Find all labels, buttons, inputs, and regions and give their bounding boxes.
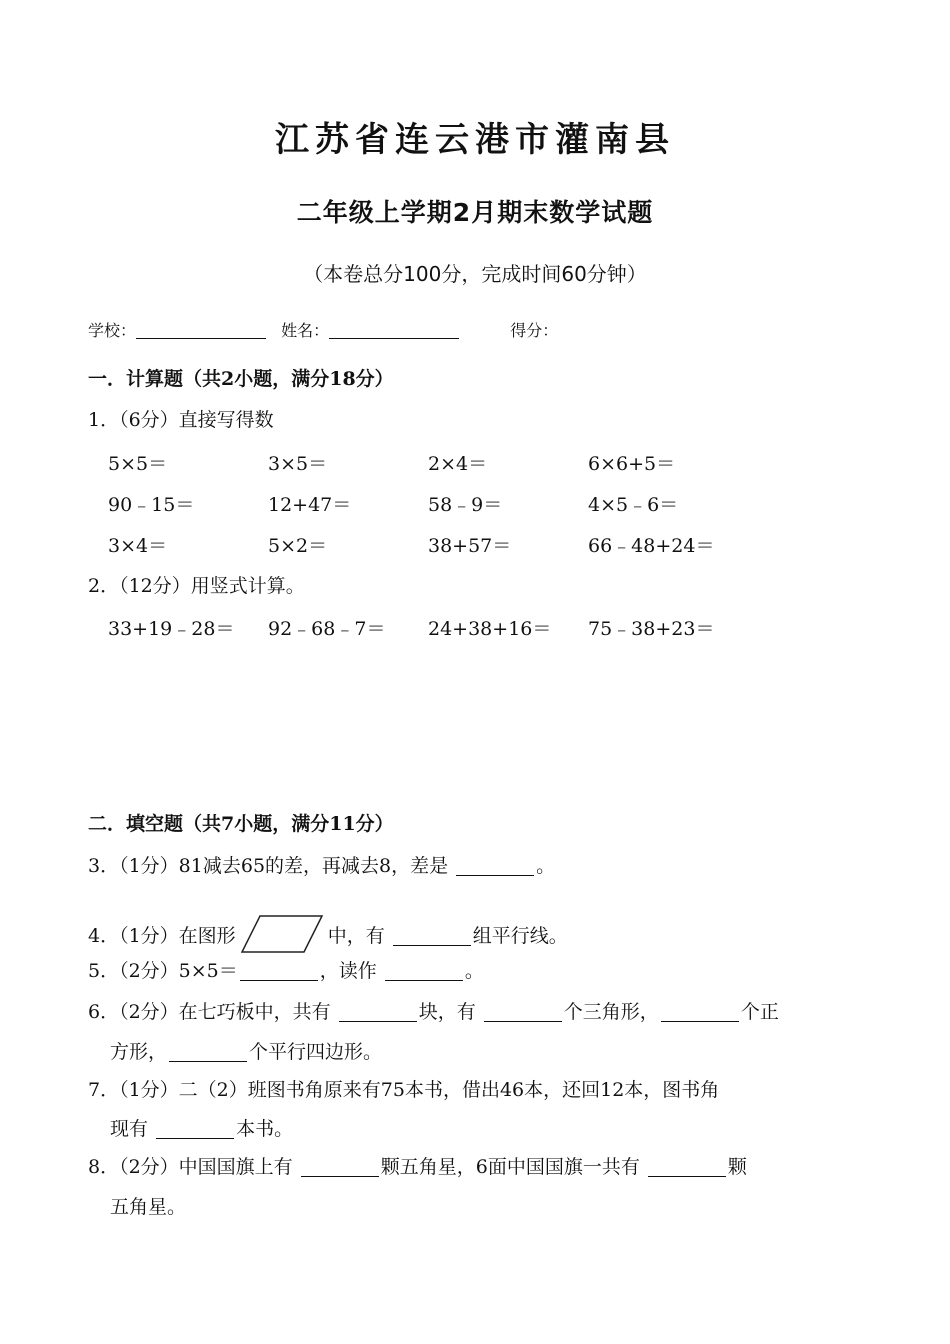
- q2-cell: 75﹣38+23＝: [588, 618, 715, 640]
- q6-blank-2[interactable]: [484, 1003, 562, 1022]
- q1-cell: 5×5＝: [108, 453, 168, 475]
- q6-mid1: 块，有: [418, 1001, 476, 1023]
- q8-line2: 五角星。: [110, 1196, 187, 1218]
- q5-blank-2[interactable]: [385, 962, 463, 981]
- exam-subtitle: 二年级上学期2月期末数学试题: [296, 198, 654, 227]
- q7-line2: [110, 1114, 293, 1141]
- q3: [88, 851, 555, 878]
- parallelogram-icon: [240, 914, 324, 959]
- q6-end: 个平行四边形。: [249, 1041, 383, 1063]
- q1-cell: 4×5﹣6＝: [588, 494, 679, 516]
- q1-cell: 66﹣48+24＝: [588, 535, 715, 557]
- exam-note: （本卷总分100分，完成时间60分钟）: [303, 262, 647, 286]
- section2-heading: 二．填空题（共7小题，满分11分）: [88, 813, 394, 835]
- q2-cell: 24+38+16＝: [428, 618, 552, 640]
- q2-cell: 33+19﹣28＝: [108, 618, 235, 640]
- q1-cell: 90﹣15＝: [108, 494, 195, 516]
- q6-blank-1[interactable]: [339, 1003, 417, 1022]
- q2-label: 2．（12分）用竖式计算。: [88, 575, 305, 597]
- score-label: 得分：: [510, 321, 559, 340]
- q8-text: 8．（2分）中国国旗上有: [88, 1156, 293, 1178]
- q1-cell: 5×2＝: [268, 535, 328, 557]
- q5: [88, 956, 484, 983]
- q1-cell: 3×4＝: [108, 535, 168, 557]
- q1-label: 1．（6分）直接写得数: [88, 409, 274, 431]
- q1-cell: 58﹣9＝: [428, 494, 503, 516]
- q1-cell: 2×4＝: [428, 453, 488, 475]
- q8-blank-2[interactable]: [648, 1158, 726, 1177]
- q8-mid2: 颗: [727, 1156, 747, 1178]
- q8: [88, 1152, 747, 1179]
- q4-text: 4．（1分）在图形: [88, 925, 236, 947]
- q7-blank[interactable]: [156, 1120, 234, 1139]
- q8-mid: 颗五角星，6面中国国旗一共有: [380, 1156, 640, 1178]
- name-blank[interactable]: [329, 322, 459, 339]
- q6-blank-3[interactable]: [661, 1003, 739, 1022]
- q4-mid: 中，有: [327, 925, 385, 947]
- exam-title: 江苏省连云港市灌南县: [275, 120, 675, 160]
- section1-heading: 一．计算题（共2小题，满分18分）: [88, 368, 394, 390]
- q7-mid: 现有: [110, 1118, 149, 1140]
- q3-blank[interactable]: [456, 857, 534, 876]
- q6-line2: [110, 1037, 382, 1064]
- school-blank[interactable]: [136, 322, 266, 339]
- q6-text: 6．（2分）在七巧板中，共有: [88, 1001, 331, 1023]
- q7-end: 本书。: [236, 1118, 294, 1140]
- q6-mid4: 方形，: [110, 1041, 168, 1063]
- name-label: 姓名：: [281, 321, 330, 340]
- q6-mid2: 个三角形，: [563, 1001, 659, 1023]
- q4: [88, 914, 568, 959]
- q6-mid3: 个正: [740, 1001, 779, 1023]
- q3-text: 3．（1分）81减去65的差，再减去8，差是: [88, 855, 449, 877]
- q1-cell: 38+57＝: [428, 535, 512, 557]
- q5-mid: ，读作: [319, 960, 377, 982]
- student-info-line: [88, 318, 558, 341]
- q5-text: 5．（2分）5×5＝: [88, 960, 238, 982]
- q6: [88, 997, 779, 1024]
- q7-text: 7．（1分）二（2）班图书角原来有75本书，借出46本，还回12本，图书角: [88, 1079, 720, 1101]
- q5-blank-1[interactable]: [240, 962, 318, 981]
- q1-cell: 12+47＝: [268, 494, 352, 516]
- q3-end: 。: [536, 855, 556, 877]
- q6-blank-4[interactable]: [169, 1043, 247, 1062]
- q4-end: 组平行线。: [472, 925, 568, 947]
- q5-end: 。: [464, 960, 484, 982]
- q1-cell: 3×5＝: [268, 453, 328, 475]
- q1-cell: 6×6+5＝: [588, 453, 676, 475]
- q2-cell: 92﹣68﹣7＝: [268, 618, 386, 640]
- q7: [88, 1075, 719, 1102]
- school-label: 学校：: [88, 321, 137, 340]
- q8-blank-1[interactable]: [301, 1158, 379, 1177]
- q4-blank[interactable]: [393, 927, 471, 946]
